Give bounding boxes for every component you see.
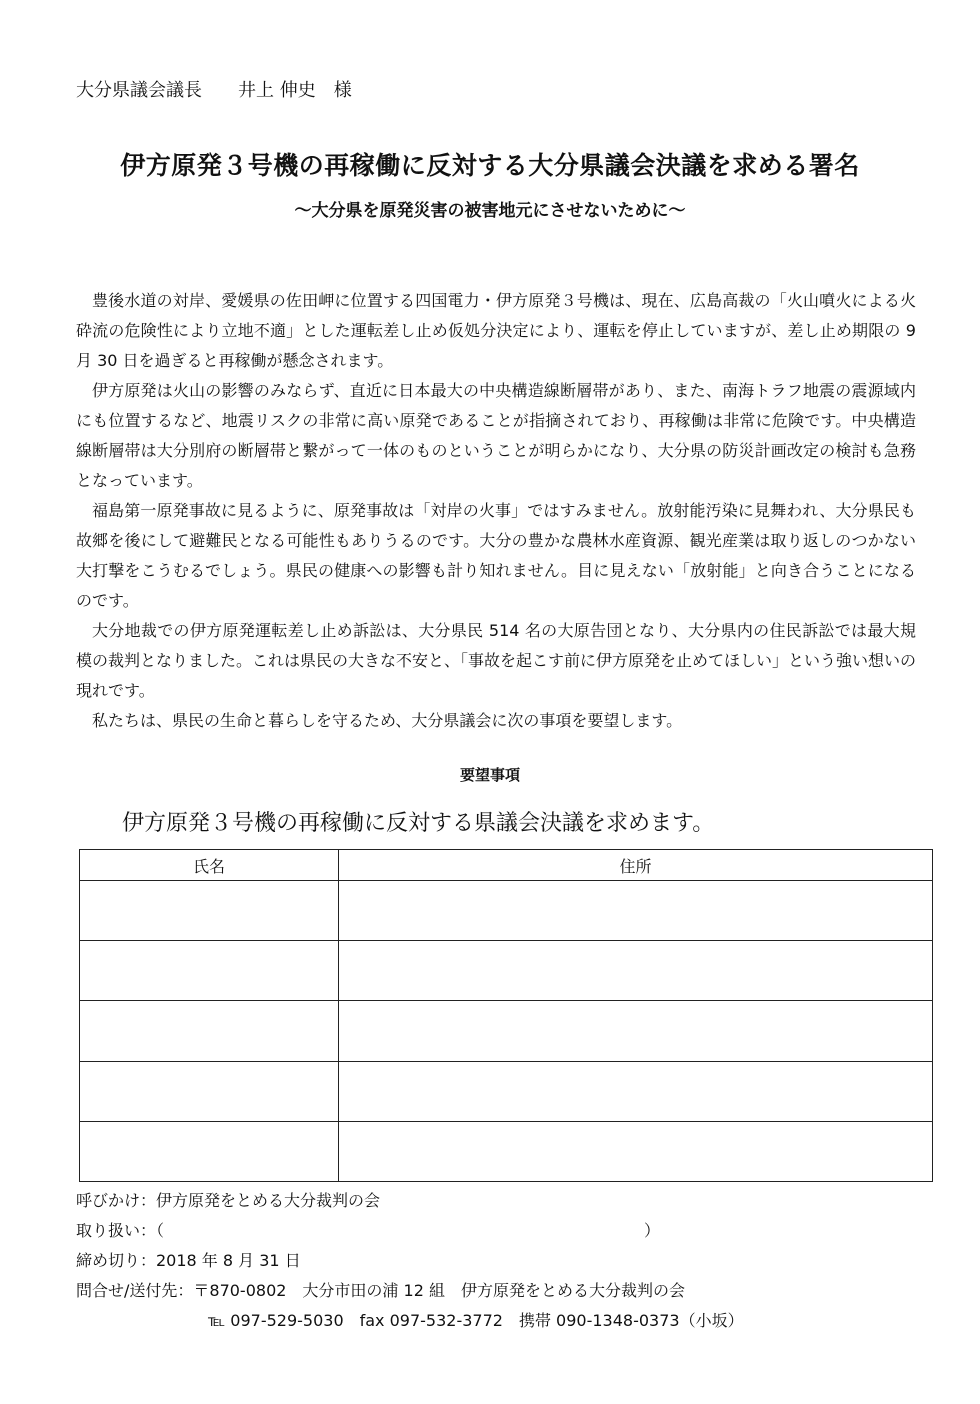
address-column-header: 住所: [339, 850, 933, 881]
name-cell[interactable]: [80, 1121, 339, 1181]
signature-table-header: [80, 850, 933, 881]
contact-address: 問合せ/送付先：〒870-0802 大分市田の浦 12 組 伊方原発をとめる大分裁判の会: [76, 1281, 685, 1300]
body-paragraph: 大分地裁での伊方原発運転差し止め訴訟は、大分県民 514 名の大原告団となり、大分県内の住民訴訟では最大規模の裁判となりました。これは県民の大きな不安と、「事故を起こす前に伊方原発を止めてほしい」という強い想いの現れです。: [76, 621, 917, 700]
body-paragraph: 福島第一原発事故に見るように、原発事故は「対岸の火事」ではすみません。放射能汚染に見舞われ、大分県民も故郷を後にして避難民となる可能性もありうるのです。大分の豊かな農林水産資源、観光産業は取り返しのつかない大打撃をこうむるでしょう。県民の健康への影響も計り知れません。目に見えない「放射能」と向き合うことになるのです。: [76, 501, 916, 610]
address-cell[interactable]: [339, 1001, 933, 1061]
name-column-header: 氏名: [80, 850, 339, 881]
table-row: [80, 941, 933, 1001]
table-row: [80, 1061, 933, 1121]
request-heading: 要望事項: [459, 766, 520, 784]
addressee: 大分県議会議長 井上 伸史 様: [76, 80, 352, 101]
contact-phone: ℡ 097-529-5030 fax 097-532-3772 携帯 090-1348-0373（小坂）: [208, 1311, 744, 1330]
address-cell[interactable]: [339, 1061, 933, 1121]
signature-table: [79, 849, 933, 1182]
table-row: [80, 1121, 933, 1181]
address-cell[interactable]: [339, 941, 933, 1001]
deadline-line: 締め切り：2018 年 8 月 31 日: [76, 1251, 301, 1270]
petition-title: 伊方原発３号機の再稼働に反対する大分県議会決議を求める署名: [120, 151, 860, 180]
name-cell[interactable]: [80, 941, 339, 1001]
address-cell[interactable]: [339, 1121, 933, 1181]
petition-body: [76, 286, 916, 736]
body-paragraph: 伊方原発は火山の影響のみならず、直近に日本最大の中央構造線断層帯があり、また、南海トラフ地震の震源域内にも位置するなど、地震リスクの非常に高い原発であることが指摘されており、再稼働は非常に危険です。中央構造線断層帯は大分別府の断層帯と繋がって一体のものということが明らかになり、大分県の防災計画改定の検討も急務となっています。: [76, 381, 916, 490]
table-row: [80, 1001, 933, 1061]
handler-label: 取り扱い：（: [76, 1221, 165, 1240]
caller-line: 呼びかけ：伊方原発をとめる大分裁判の会: [76, 1191, 381, 1210]
body-paragraph: 豊後水道の対岸、愛媛県の佐田岬に位置する四国電力・伊方原発３号機は、現在、広島高裁の「火山噴火による火砕流の危険性により立地不適」とした運転差し止め仮処分決定により、運転を停止していますが、差し止め期限の 9 月 30 日を過ぎると再稼働が懸念されます。: [76, 291, 916, 370]
name-cell[interactable]: [80, 1061, 339, 1121]
name-cell[interactable]: [80, 1001, 339, 1061]
name-cell[interactable]: [80, 881, 339, 941]
handler-close: ）: [644, 1221, 661, 1240]
petition-subtitle: ～大分県を原発災害の被害地元にさせないために～: [294, 201, 686, 221]
handler-line: [76, 1216, 744, 1246]
table-row: [80, 881, 933, 941]
request-item: 伊方原発３号機の再稼働に反対する県議会決議を求めます。: [122, 811, 715, 836]
footer: [76, 1186, 744, 1336]
address-cell[interactable]: [339, 881, 933, 941]
body-paragraph: 私たちは、県民の生命と暮らしを守るため、大分県議会に次の事項を要望します。: [92, 711, 683, 730]
